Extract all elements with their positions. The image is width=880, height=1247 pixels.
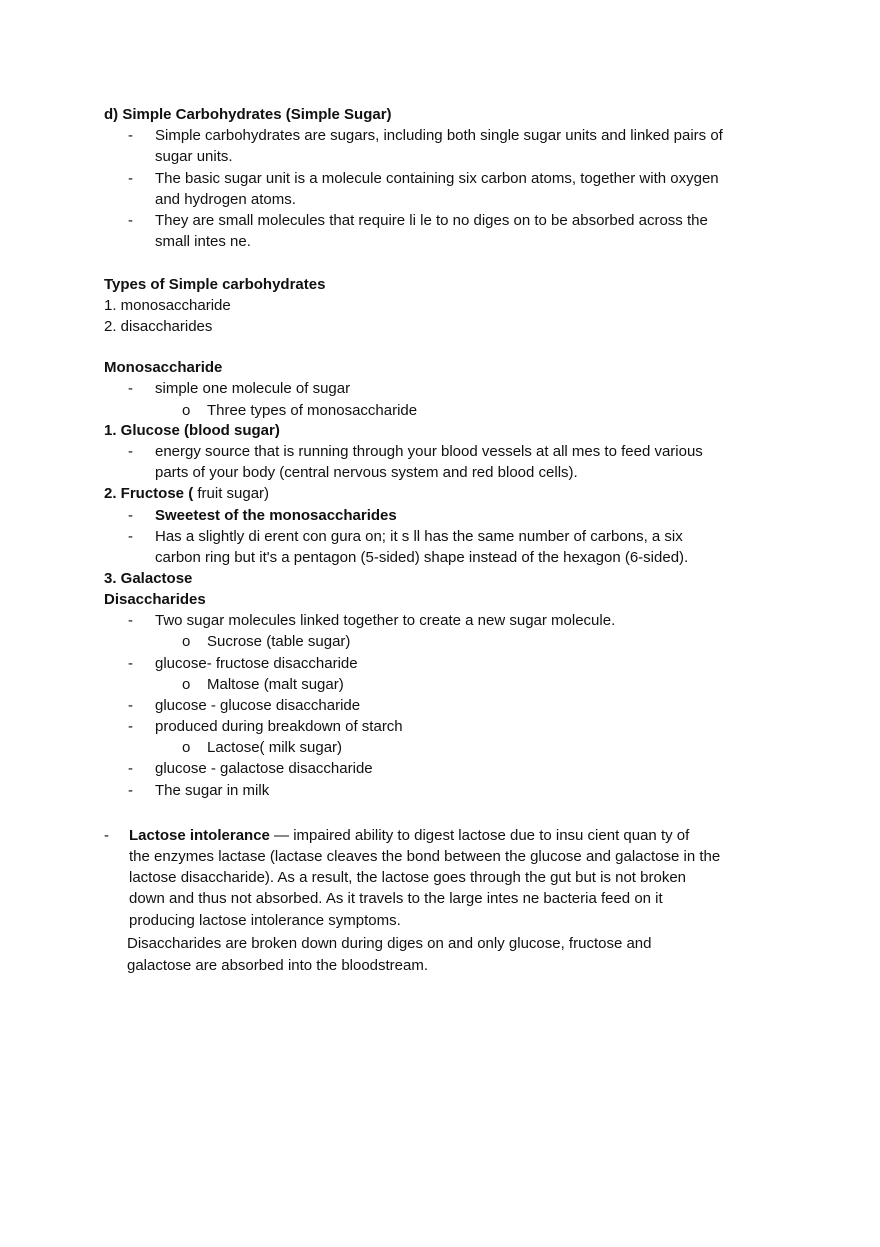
- di-bullet-5: glucose - galactose disaccharide: [155, 760, 373, 777]
- di-sub-1: Sucrose (table sugar): [207, 633, 351, 650]
- fructose-bullet-1: Sweetest of the monosaccharides: [155, 507, 397, 524]
- di-bullet-6: The sugar in milk: [155, 782, 270, 799]
- lactose-line-3: lactose disaccharide). As a result, the lactose goes through the gut but is not broken: [129, 869, 686, 886]
- bullet-circle: o: [182, 633, 191, 650]
- lactose-line-5: producing lactose intolerance symptoms.: [129, 912, 401, 929]
- glucose-heading: 1. Glucose (blood sugar): [104, 422, 280, 439]
- section-heading: d) Simple Carbohydrates (Simple Sugar): [104, 106, 392, 123]
- galactose-heading: 3. Galactose: [104, 570, 193, 587]
- bullet-dash: -: [128, 443, 133, 460]
- bullet-circle: o: [182, 739, 191, 756]
- intro-bullet-1-line-1: Simple carbohydrates are sugars, including both single sugar units and linked pairs of: [155, 127, 723, 144]
- bullet-circle: o: [182, 402, 191, 419]
- di-heading: Disaccharides: [104, 591, 206, 608]
- bullet-dash: -: [128, 170, 133, 187]
- bullet-dash: -: [128, 655, 133, 672]
- bullet-dash: -: [104, 827, 109, 844]
- intro-bullet-1-line-2: sugar units.: [155, 148, 233, 165]
- fructose-heading-bold: 2. Fructose (: [104, 485, 194, 502]
- di-bullet-4: produced during breakdown of starch: [155, 718, 403, 735]
- bullet-dash: -: [128, 212, 133, 229]
- bullet-dash: -: [128, 612, 133, 629]
- lactose-line-4: down and thus not absorbed. As it travels to the large intes ne bacteria feed on it: [129, 890, 663, 907]
- bullet-dash: -: [128, 760, 133, 777]
- closing-line-2: galactose are absorbed into the bloodstream.: [127, 957, 429, 974]
- types-heading: Types of Simple carbohydrates: [104, 276, 326, 293]
- fructose-heading-rest: fruit sugar): [193, 485, 270, 502]
- bullet-circle: o: [182, 676, 191, 693]
- glucose-text-line-2: parts of your body (central nervous system and red blood cells).: [155, 464, 578, 481]
- lactose-line-2: the enzymes lactase (lactase cleaves the bond between the glucose and galactose in the: [129, 848, 721, 865]
- bullet-dash: -: [128, 528, 133, 545]
- mono-bullet: simple one molecule of sugar: [155, 380, 351, 397]
- type-item-2: 2. disaccharides: [104, 318, 213, 335]
- mono-sub-bullet: Three types of monosaccharide: [207, 402, 418, 419]
- bullet-dash: -: [128, 697, 133, 714]
- fructose-bullet-2-line-2: carbon ring but it's a pentagon (5-sided) shape instead of the hexagon (6-sided).: [155, 549, 689, 566]
- bullet-dash: -: [128, 718, 133, 735]
- bullet-dash: -: [128, 507, 133, 524]
- bullet-dash: -: [128, 782, 133, 799]
- intro-bullet-3-line-2: small intes ne.: [155, 233, 251, 250]
- intro-bullet-2-line-2: and hydrogen atoms.: [155, 191, 296, 208]
- bullet-dash: -: [128, 380, 133, 397]
- di-sub-2: Maltose (malt sugar): [207, 676, 344, 693]
- bullet-dash: -: [128, 127, 133, 144]
- lactose-line-1: [129, 825, 689, 846]
- di-sub-3: Lactose( milk sugar): [207, 739, 343, 756]
- di-bullet-3: glucose - glucose disaccharide: [155, 697, 361, 714]
- type-item-1: 1. monosaccharide: [104, 297, 231, 314]
- intro-bullet-2-line-1: The basic sugar unit is a molecule containing six carbon atoms, together with oxygen: [155, 170, 719, 187]
- lactose-line-1-text: — impaired ability to digest lactose due to insu cient quan ty of: [269, 827, 690, 844]
- mono-heading: Monosaccharide: [104, 359, 223, 376]
- di-bullet-1: Two sugar molecules linked together to create a new sugar molecule.: [155, 612, 616, 629]
- di-bullet-2: glucose- fructose disaccharide: [155, 655, 358, 672]
- intro-bullet-3-line-1: They are small molecules that require li le to no diges on to be absorbed across the: [155, 212, 708, 229]
- fructose-heading: [104, 483, 269, 504]
- lactose-term: Lactose intolerance: [129, 827, 270, 844]
- closing-line-1: Disaccharides are broken down during diges on and only glucose, fructose and: [127, 935, 652, 952]
- glucose-text-line-1: energy source that is running through your blood vessels at all mes to feed various: [155, 443, 703, 460]
- fructose-bullet-2-line-1: Has a slightly di erent con gura on; it s ll has the same number of carbons, a six: [155, 528, 683, 545]
